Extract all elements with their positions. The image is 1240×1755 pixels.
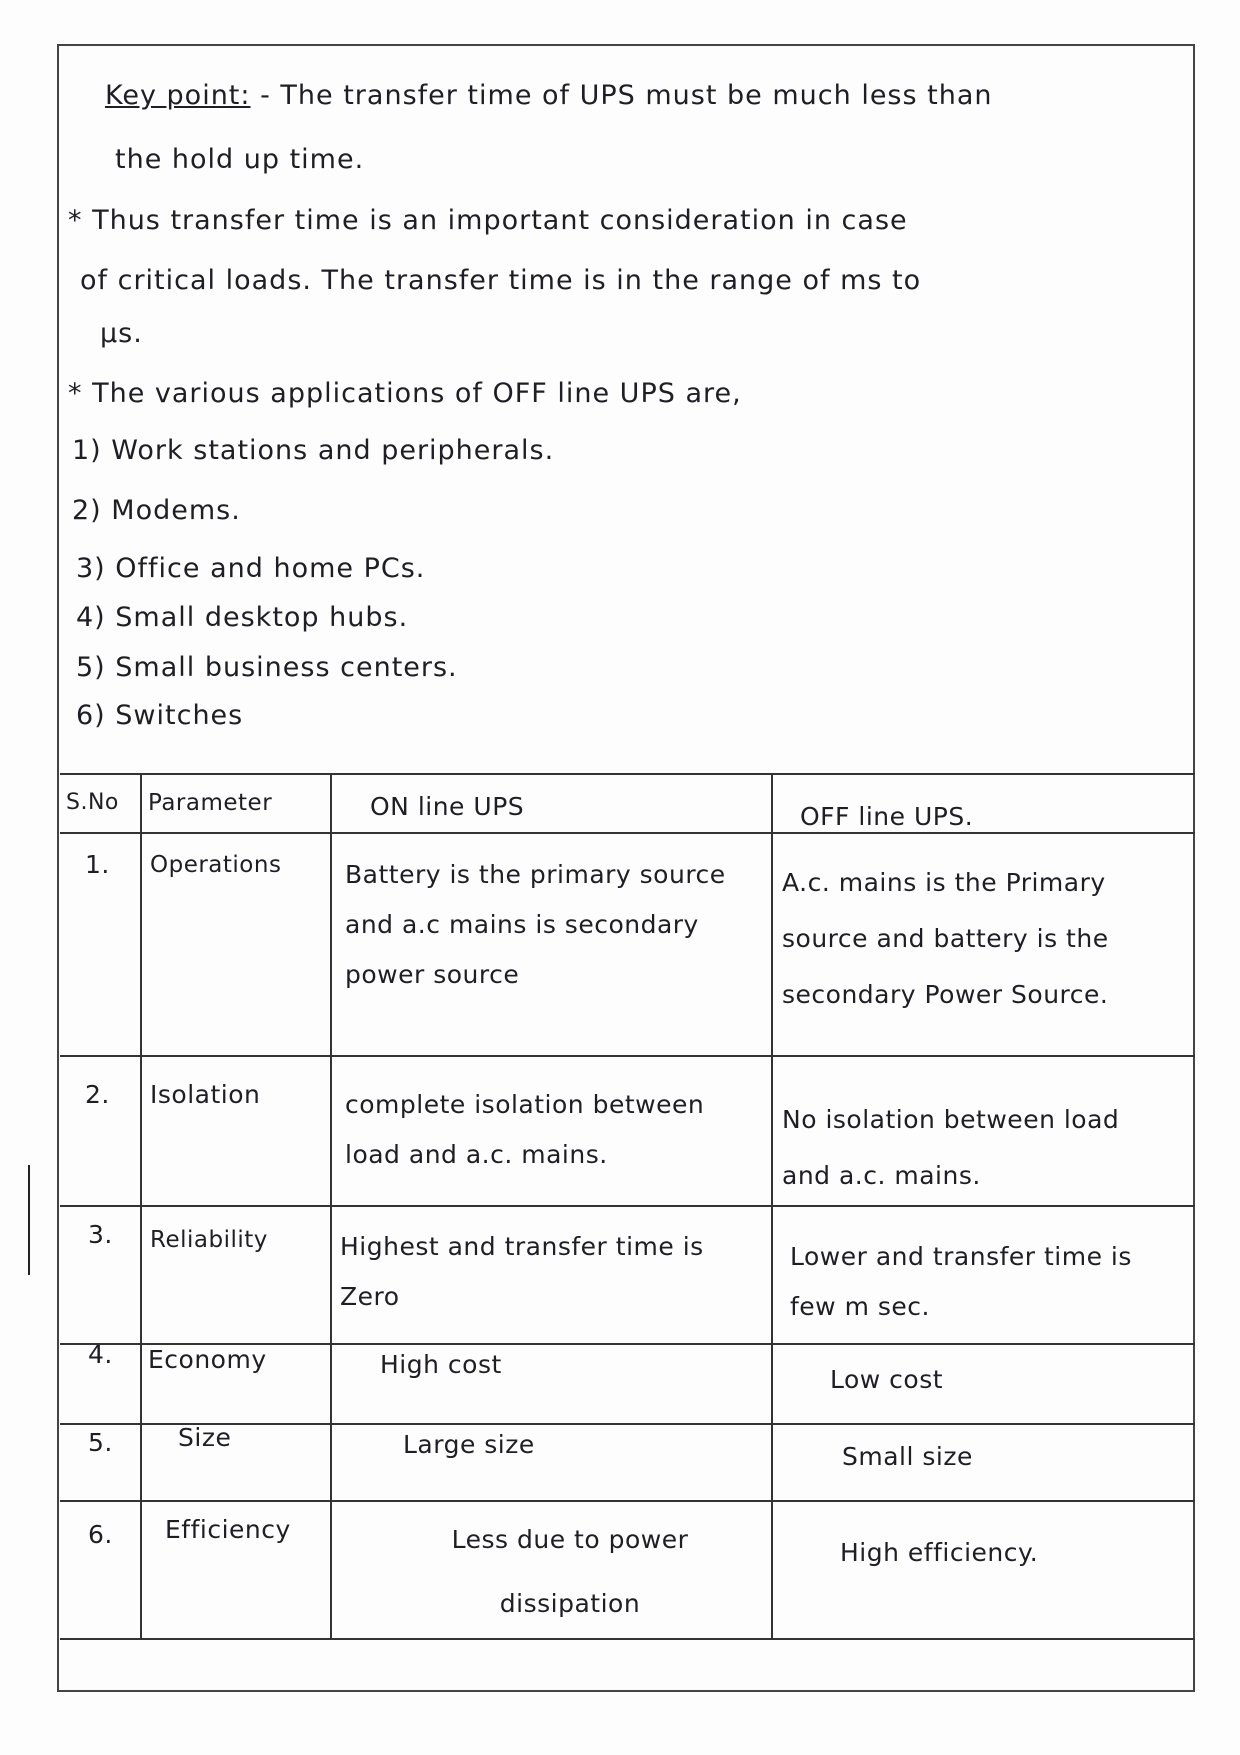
cell-param: Economy (148, 1345, 267, 1374)
cell-sno: 6. (88, 1520, 113, 1549)
cell-sno: 3. (88, 1220, 113, 1249)
app-item: 5) Small business centers. (76, 652, 458, 683)
cell-param: Isolation (150, 1080, 261, 1109)
table-line (60, 832, 1195, 834)
header-sno: S.No (66, 790, 119, 815)
cell-param: Efficiency (165, 1515, 291, 1544)
app-item: 2) Modems. (72, 495, 241, 526)
cell-param: Operations (150, 852, 282, 878)
app-item: 1) Work stations and peripherals. (72, 435, 555, 466)
para1-line1: * Thus transfer time is an important consideration in case (68, 205, 908, 236)
cell-online: Highest and transfer time is Zero (340, 1232, 704, 1311)
cell-online: Battery is the primary source and a.c mains is secondary power source (345, 860, 726, 989)
margin-mark (28, 1165, 30, 1275)
cell-offline: No isolation between load and a.c. mains. (782, 1105, 1120, 1190)
cell-param: Reliability (150, 1227, 268, 1253)
cell-offline: A.c. mains is the Primary source and battery is the secondary Power Source. (782, 868, 1109, 1009)
table-line (771, 773, 773, 1638)
app-item: 3) Office and home PCs. (76, 553, 426, 584)
cell-online: Less due to power dissipation (451, 1525, 689, 1618)
table-line (60, 1638, 1195, 1640)
key-point-line (105, 80, 993, 111)
table-line (60, 773, 1195, 775)
para1-line2: of critical loads. The transfer time is in the range of ms to (80, 265, 922, 296)
table-line (330, 773, 332, 1638)
header-offline: OFF line UPS. (800, 802, 974, 831)
table-line (60, 1205, 1195, 1207)
key-point-cont: the hold up time. (115, 144, 365, 175)
key-point-label: Key point: (105, 80, 251, 111)
cell-online: High cost (380, 1350, 502, 1379)
app-item: 4) Small desktop hubs. (76, 602, 409, 633)
apps-intro: * The various applications of OFF line UPS are, (68, 378, 742, 409)
para1-line3: µs. (100, 318, 143, 349)
cell-sno: 1. (85, 850, 110, 879)
cell-offline: Lower and transfer time is few m sec. (790, 1242, 1132, 1321)
cell-offline: Low cost (830, 1365, 944, 1394)
cell-offline: High efficiency. (840, 1538, 1039, 1567)
cell-online: Large size (403, 1430, 535, 1459)
table-line (60, 1055, 1195, 1057)
header-parameter: Parameter (148, 790, 273, 816)
header-online: ON line UPS (370, 792, 525, 821)
cell-sno: 5. (88, 1428, 113, 1457)
cell-offline: Small size (842, 1442, 973, 1471)
cell-sno: 4. (88, 1340, 113, 1369)
table-line (60, 1500, 1195, 1502)
app-item: 6) Switches (76, 700, 244, 731)
cell-online: complete isolation between load and a.c. mains. (345, 1090, 705, 1169)
key-point-text: - The transfer time of UPS must be much less than (260, 80, 993, 111)
table-line (140, 773, 142, 1638)
cell-sno: 2. (85, 1080, 110, 1109)
cell-param: Size (178, 1423, 232, 1452)
